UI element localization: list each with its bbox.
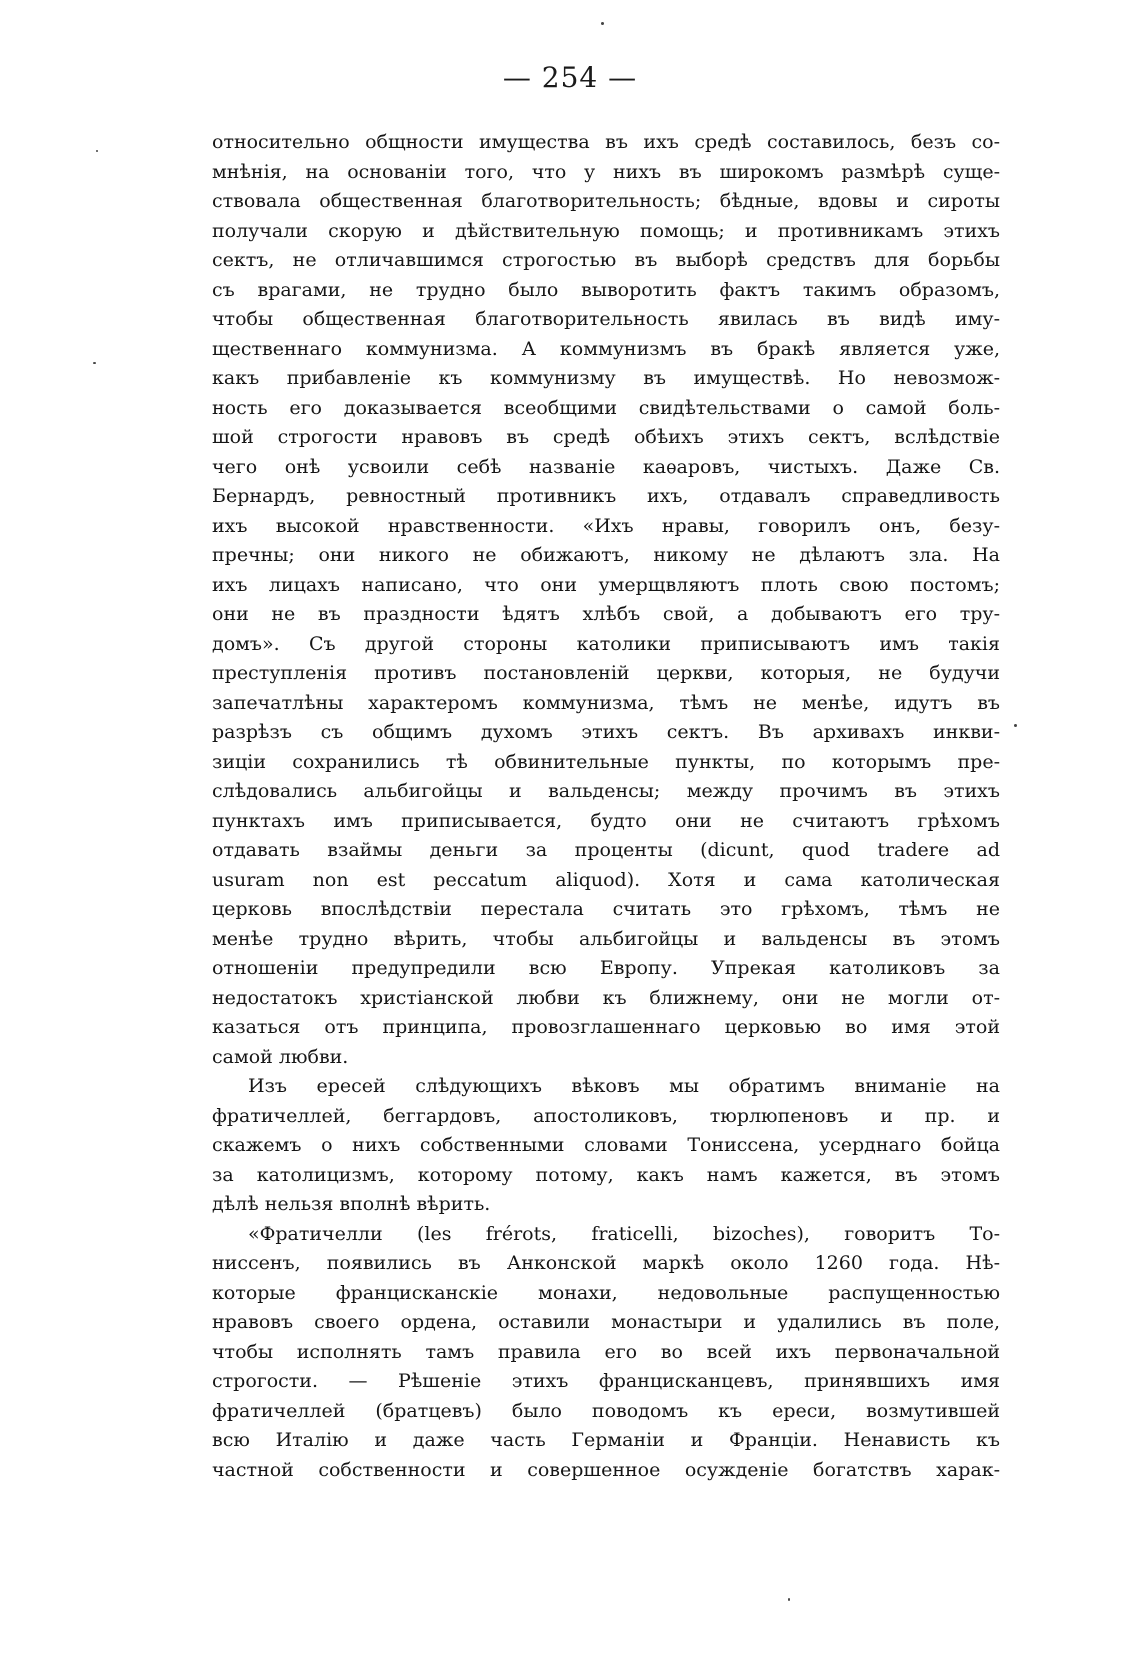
text-line: фратичеллей, беггардовъ, апостоликовъ, тюрлюпеновъ и пр. и bbox=[212, 1104, 1000, 1127]
text-line: фратичеллей (братцевъ) было поводомъ къ ереси, возмутившей bbox=[212, 1399, 1000, 1422]
text-line: шой строгости нравовъ въ средѣ обѣихъ этихъ сектъ, вслѣдствіе bbox=[212, 426, 1000, 448]
text-line: отношеніи предупредили всю Европу. Упрекая католиковъ за bbox=[212, 957, 1000, 979]
text-line: дѣлѣ нельзя вполнѣ вѣрить. bbox=[212, 1193, 491, 1215]
text-line: зиціи сохранились тѣ обвинительные пункты, по которымъ пре- bbox=[212, 750, 1000, 773]
ink-speck bbox=[96, 150, 98, 152]
text-line: щественнаго коммунизма. А коммунизмъ въ бракѣ является уже, bbox=[212, 337, 1000, 360]
text-line: отдавать взаймы деньги за проценты (dicunt, quod tradere ad bbox=[212, 839, 1000, 861]
text-line: Бернардъ, ревностный противникъ ихъ, отдавалъ справедливость bbox=[212, 485, 1000, 507]
text-line: Изъ ересей слѣдующихъ вѣковъ мы обратимъ вниманіе на bbox=[248, 1075, 1000, 1097]
text-line: которые францисканскіе монахи, недовольные распущенностью bbox=[212, 1281, 1000, 1304]
text-line: какъ прибавленіе къ коммунизму въ имуществѣ. Но невозмож- bbox=[212, 367, 1000, 389]
ink-speck bbox=[601, 22, 604, 25]
text-line: чтобы общественная благотворительность явилась въ видѣ иму- bbox=[212, 308, 1000, 330]
body-text bbox=[212, 128, 1000, 1485]
text-line: они не въ праздности ѣдятъ хлѣбъ свой, а добываютъ его тру- bbox=[212, 603, 1000, 625]
text-line: сектъ, не отличавшимся строгостью въ выборѣ средствъ для борьбы bbox=[212, 249, 1000, 271]
text-line: разрѣзъ съ общимъ духомъ этихъ сектъ. Въ архивахъ инкви- bbox=[212, 721, 1000, 743]
ink-speck bbox=[93, 362, 96, 364]
ink-speck bbox=[788, 1598, 790, 1601]
text-line: относительно общности имущества въ ихъ средѣ составилось, безъ со- bbox=[212, 131, 1000, 153]
text-line: частной собственности и совершенное осужденіе богатствъ харак- bbox=[212, 1458, 1000, 1481]
text-line: usuram non est peccatum aliquod). Хотя и сама католическая bbox=[212, 868, 1000, 891]
text-line: строгости. — Рѣшеніе этихъ францисканцевъ, принявшихъ имя bbox=[212, 1370, 1000, 1392]
text-line: съ врагами, не трудно было выворотить фактъ такимъ образомъ, bbox=[212, 278, 1000, 301]
text-line: ствовала общественная благотворительность; бѣдные, вдовы и сироты bbox=[212, 190, 1000, 212]
text-line: пречны; они никого не обижаютъ, никому не дѣлаютъ зла. На bbox=[212, 544, 1000, 566]
text-line: менѣе трудно вѣрить, чтобы альбигойцы и вальденсы въ этомъ bbox=[212, 927, 1000, 950]
text-line: получали скорую и дѣйствительную помощь; и противникамъ этихъ bbox=[212, 219, 1000, 242]
text-line: ихъ высокой нравственности. «Ихъ нравы, говорилъ онъ, безу- bbox=[212, 514, 1000, 537]
text-line: нравовъ своего ордена, оставили монастыри и удалились въ поле, bbox=[212, 1311, 1000, 1333]
text-line: казаться отъ принципа, провозглашеннаго церковью во имя этой bbox=[212, 1016, 1000, 1038]
text-line: чего онѣ усвоили себѣ названіе каѳаровъ, чистыхъ. Даже Св. bbox=[212, 455, 1000, 478]
text-line: ихъ лицахъ написано, что они умерщвляютъ плоть свою постомъ; bbox=[212, 573, 1000, 596]
text-line: всю Италію и даже часть Германіи и Франціи. Ненависть къ bbox=[212, 1429, 1000, 1451]
text-line: домъ». Съ другой стороны католики приписываютъ имъ такія bbox=[212, 632, 1000, 655]
text-line: «Фратичелли (les frérots, fraticelli, bizoches), говоритъ То- bbox=[248, 1222, 1000, 1245]
text-line: преступленія противъ постановленій церкви, которыя, не будучи bbox=[212, 662, 1000, 684]
text-line: скажемъ о нихъ собственными словами Тониссена, усерднаго бойца bbox=[212, 1134, 1000, 1156]
text-line: ниссенъ, появились въ Анконской маркѣ около 1260 года. Нѣ- bbox=[212, 1252, 1000, 1274]
text-line: самой любви. bbox=[212, 1045, 349, 1068]
ink-speck bbox=[1014, 724, 1017, 727]
page-number: — 254 — bbox=[502, 61, 638, 94]
text-line: мнѣнія, на основаніи того, что у нихъ въ широкомъ размѣрѣ суще- bbox=[212, 160, 1000, 183]
text-line: запечатлѣны характеромъ коммунизма, тѣмъ не менѣе, идутъ въ bbox=[212, 691, 1000, 714]
text-line: недостатокъ христіанской любви къ ближнему, они не могли от- bbox=[212, 986, 1000, 1009]
text-line: за католицизмъ, которому потому, какъ намъ кажется, въ этомъ bbox=[212, 1163, 1000, 1186]
text-line: чтобы исполнять тамъ правила его во всей ихъ первоначальной bbox=[212, 1340, 1000, 1363]
text-line: ность его доказывается всеобщими свидѣтельствами о самой боль- bbox=[212, 396, 1000, 419]
text-line: пунктахъ имъ приписывается, будто они не считаютъ грѣхомъ bbox=[212, 809, 1000, 832]
text-line: церковь впослѣдствіи перестала считать это грѣхомъ, тѣмъ не bbox=[212, 898, 1000, 920]
text-line: слѣдовались альбигойцы и вальденсы; между прочимъ въ этихъ bbox=[212, 780, 1000, 802]
